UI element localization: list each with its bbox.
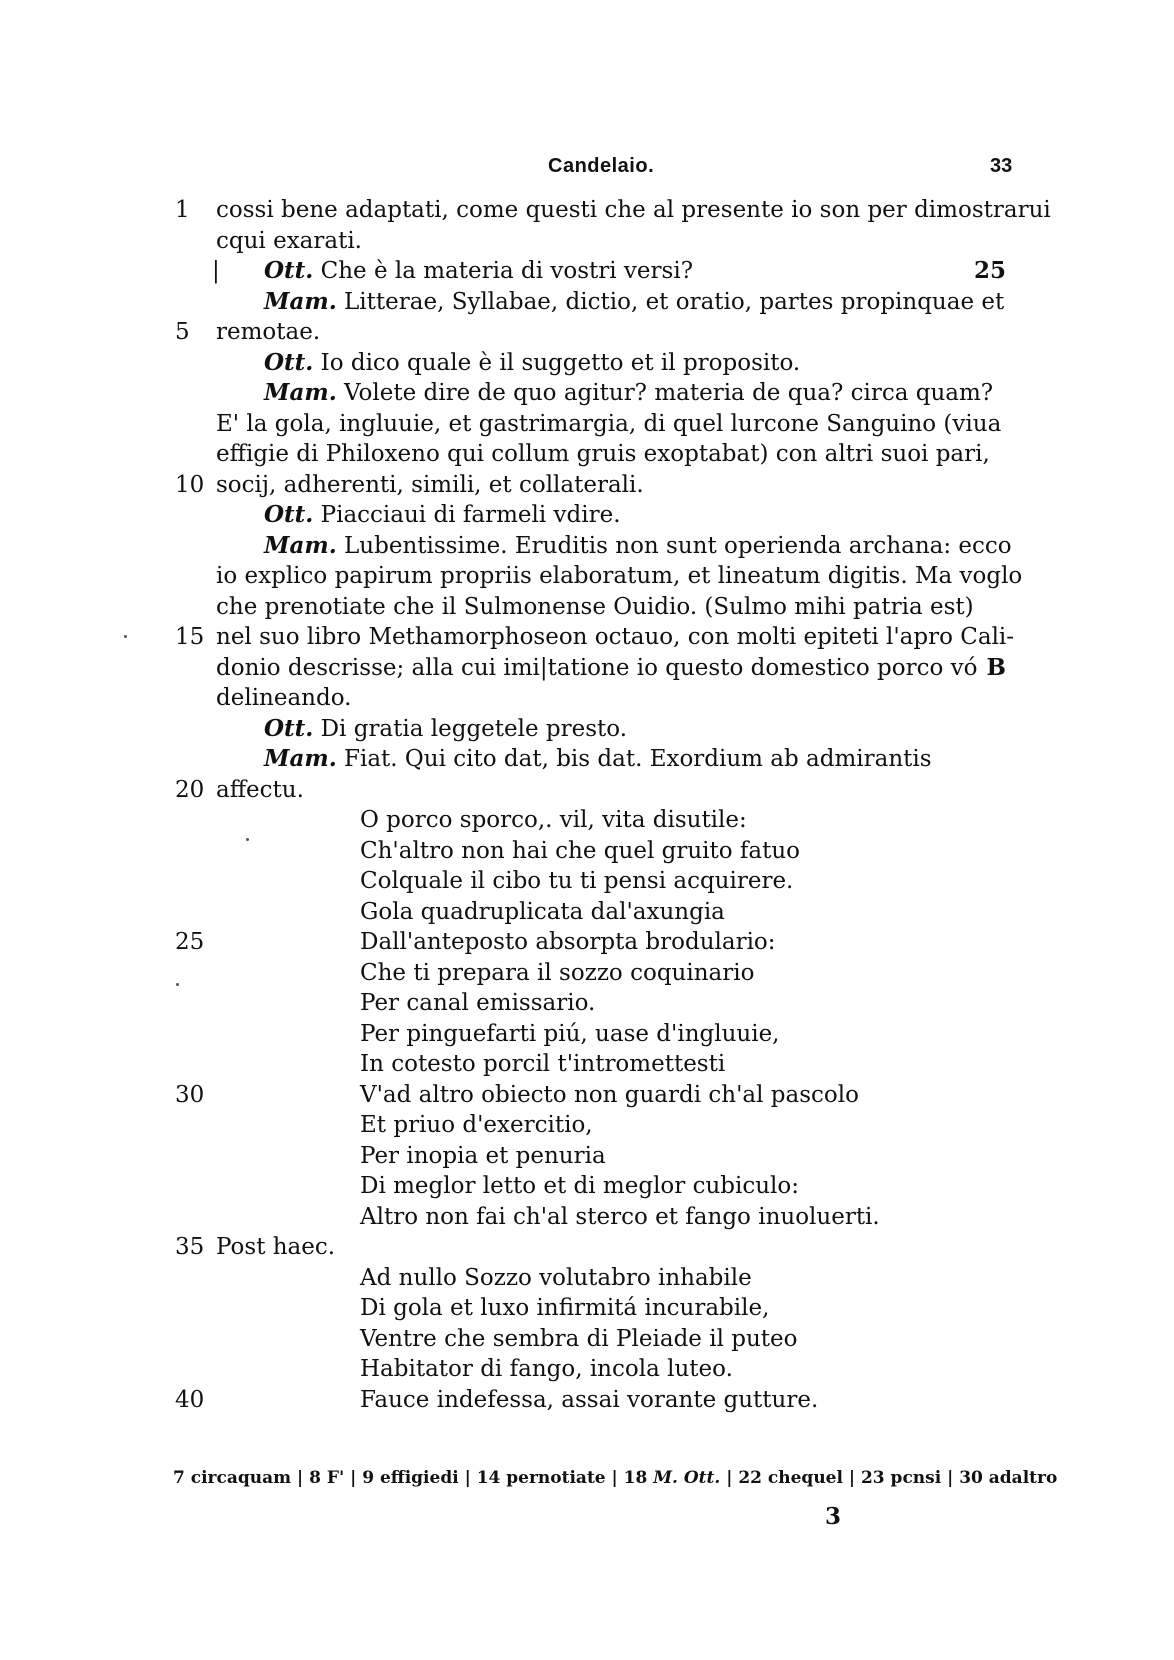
line-content: nel suo libro Methamorphoseon octauo, con molti epiteti l'apro Cali- <box>216 624 1015 650</box>
prose-line <box>0 195 1174 226</box>
prose-line <box>0 744 1174 775</box>
speaker-name: Ott. <box>264 714 314 742</box>
footnote-part-2: | 22 chequel | 23 pcnsi | 30 adaltro <box>720 1468 1058 1488</box>
line-number: 5 <box>175 319 190 345</box>
verse-line <box>0 897 1174 928</box>
footnote-apparatus <box>173 1468 1057 1488</box>
verse-line <box>0 1141 1174 1172</box>
speaker-name: Ott. <box>264 501 314 528</box>
line-content: socij, adherenti, simili, et collaterali. <box>216 471 644 498</box>
margin-mark: B <box>986 653 1006 681</box>
verse-text: Altro non fai ch'al sterco et fango inuoluerti. <box>360 1203 880 1230</box>
line-content: remotae. <box>216 319 321 345</box>
line-text <box>216 592 974 622</box>
line-number: 35 <box>175 1234 205 1260</box>
verse-line <box>0 805 1174 836</box>
line-content: Di gratia leggetele presto. <box>320 715 628 742</box>
verse-line <box>0 1232 1174 1263</box>
prose-line <box>0 287 1174 318</box>
verse-line <box>0 1171 1174 1202</box>
line-number: 10 <box>175 471 205 498</box>
verse-text: Gola quadruplicata dal'axungia <box>360 898 725 925</box>
page-number: 33 <box>990 155 1013 177</box>
prose-line <box>0 317 1174 348</box>
verse-line <box>0 1263 1174 1294</box>
prose-line <box>0 714 1174 745</box>
footnote-italic: M. Ott. <box>653 1468 721 1488</box>
running-header-title: Candelaio. <box>548 155 655 177</box>
verse-text: Per pinguefarti piú, uase d'ingluuie, <box>360 1020 780 1047</box>
scan-speck <box>246 838 249 841</box>
speaker-name: Ott. <box>264 257 314 284</box>
verse-line <box>0 866 1174 897</box>
verse-line <box>0 836 1174 867</box>
line-content: affectu. <box>216 776 304 803</box>
line-number: 40 <box>175 1386 205 1413</box>
line-content: che prenotiate che il Sulmonense Ouidio. (Sulmo mihi patria est) <box>216 593 974 620</box>
line-text <box>216 561 1022 591</box>
line-content: io explico papirum propriis elaboratum, et lineatum digitis. Ma voglo <box>216 563 1023 589</box>
verse-text: Per canal emissario. <box>360 990 596 1016</box>
line-text <box>216 470 644 500</box>
verse-line <box>0 1202 1174 1233</box>
verse-text: Di meglor letto et di meglor cubiculo: <box>360 1173 799 1199</box>
line-text <box>216 683 351 713</box>
line-number: 15 <box>175 624 205 650</box>
verse-text: Colquale il cibo tu ti pensi acquirere. <box>360 868 794 894</box>
verse-text: Habitator di fango, incola luteo. <box>360 1356 733 1382</box>
verse-text: Ad nullo Sozzo volutabro inhabile <box>360 1264 752 1291</box>
line-text <box>264 744 932 774</box>
line-text <box>264 714 627 744</box>
line-text <box>216 226 362 256</box>
line-content: Piacciaui di farmeli vdire. <box>320 502 621 528</box>
verse-text: Fauce indefessa, assai vorante gutture. <box>360 1386 819 1413</box>
line-content: Che è la materia di vostri versi? <box>320 258 694 284</box>
line-text <box>216 653 978 683</box>
verse-text: V'ad altro obiecto non guardi ch'al pascolo <box>360 1081 859 1108</box>
line-text <box>264 348 800 378</box>
verse-line <box>0 1049 1174 1080</box>
prose-line <box>0 470 1174 501</box>
line-text <box>216 775 304 805</box>
verse-text: Ventre che sembra di Pleiade il puteo <box>360 1325 798 1352</box>
line-text <box>264 500 621 530</box>
verse-text: Ch'altro non hai che quel gruito fatuo <box>360 837 801 864</box>
stage-direction: Post haec. <box>216 1234 336 1260</box>
margin-mark: 25 <box>973 257 1006 284</box>
verse-line <box>0 1293 1174 1324</box>
line-text <box>216 409 1001 439</box>
scan-speck <box>176 983 179 986</box>
line-number: 1 <box>175 197 190 223</box>
verse-line <box>0 988 1174 1019</box>
line-content: Fiat. Qui cito dat, bis dat. Exordium ab admirantis <box>344 746 932 772</box>
speaker-name: Ott. <box>264 348 314 376</box>
prose-line <box>0 775 1174 806</box>
column-break-mark: | <box>212 258 220 284</box>
prose-line <box>0 348 1174 379</box>
verse-text: Et priuo d'exercitio, <box>360 1112 593 1138</box>
prose-line <box>0 561 1174 592</box>
verse-text: Che ti prepara il sozzo coquinario <box>360 959 755 986</box>
line-content: cqui exarati. <box>216 227 362 254</box>
line-content: Volete dire de quo agitur? materia de qua? circa quam? <box>344 380 994 406</box>
prose-line <box>0 439 1174 470</box>
line-content: effigie di Philoxeno qui collum gruis exoptabat) con altri suoi pari, <box>216 441 990 467</box>
text-body <box>0 195 1174 1415</box>
line-number: 30 <box>175 1081 205 1108</box>
prose-line <box>0 378 1174 409</box>
line-content: cossi bene adaptati, come questi che al presente io son per dimostrarui <box>216 197 1051 223</box>
prose-line <box>0 622 1174 653</box>
verse-line <box>0 1354 1174 1385</box>
prose-line <box>0 653 1174 684</box>
line-content: donio descrisse; alla cui imi|tatione io questo domestico porco vó <box>216 654 978 681</box>
line-content: E' la gola, ingluuie, et gastrimargia, di quel lurcone Sanguino (viua <box>216 410 1002 437</box>
line-content: Io dico quale è il suggetto et il proposito. <box>320 349 801 376</box>
speaker-name: Mam. <box>264 745 337 772</box>
verse-line <box>0 1080 1174 1111</box>
signature-mark: 3 <box>825 1503 842 1530</box>
scan-speck <box>124 635 127 638</box>
verse-text: In cotesto porcil t'intromettesti <box>360 1051 726 1077</box>
prose-line <box>0 409 1174 440</box>
prose-line <box>0 531 1174 562</box>
footnote-part-1: 7 circaquam | 8 F' | 9 effigiedi | 14 pernotiate | 18 <box>173 1468 654 1488</box>
line-content: Lubentissime. Eruditis non sunt operienda archana: ecco <box>344 532 1012 559</box>
line-content: delineando. <box>216 685 352 711</box>
verse-text: Per inopia et penuria <box>360 1142 606 1169</box>
line-number: 25 <box>175 929 205 955</box>
line-text <box>264 378 993 408</box>
speaker-name: Mam. <box>264 287 337 315</box>
verse-line <box>0 927 1174 958</box>
line-text <box>216 439 990 469</box>
verse-text: O porco sporco,. vil, vita disutile: <box>360 807 747 833</box>
line-text <box>216 622 1014 652</box>
verse-line <box>0 1324 1174 1355</box>
prose-line <box>0 683 1174 714</box>
verse-text: Dall'anteposto absorpta brodulario: <box>360 929 776 955</box>
prose-line <box>0 592 1174 623</box>
line-text <box>264 531 1012 561</box>
verse-line <box>0 1019 1174 1050</box>
verse-line <box>0 1385 1174 1416</box>
prose-line <box>0 500 1174 531</box>
prose-line <box>0 256 1174 287</box>
line-text <box>216 195 1051 225</box>
line-text <box>264 287 1004 317</box>
verse-line <box>0 1110 1174 1141</box>
speaker-name: Mam. <box>264 379 337 406</box>
line-content: Litterae, Syllabae, dictio, et oratio, partes propinquae et <box>344 288 1005 315</box>
line-number: 20 <box>175 776 205 803</box>
verse-text: Di gola et luxo infirmitá incurabile, <box>360 1295 770 1321</box>
speaker-name: Mam. <box>264 531 337 559</box>
prose-line <box>0 226 1174 257</box>
line-text <box>264 256 693 286</box>
line-text <box>216 317 320 347</box>
